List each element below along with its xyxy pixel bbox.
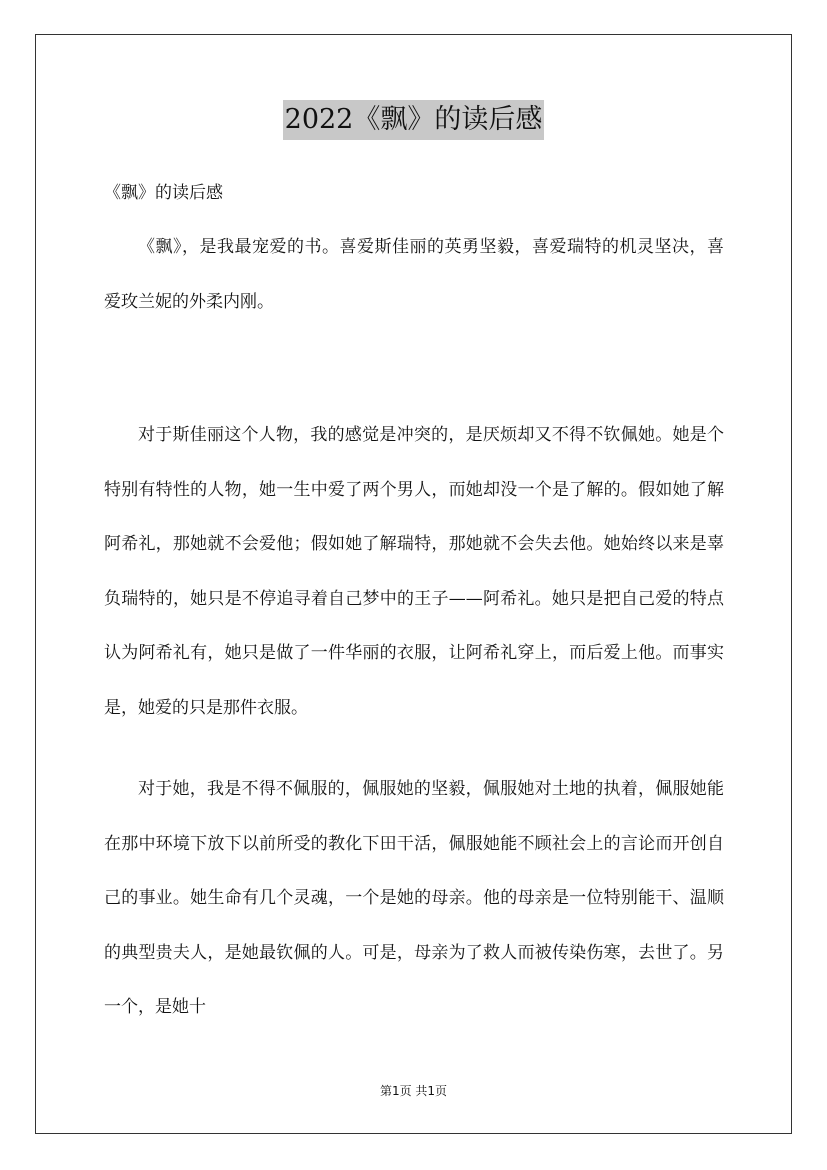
body-paragraph-2	[104, 408, 724, 735]
paragraph-text: 《飘》，是我最宠爱的书。喜爱斯佳丽的英勇坚毅，喜爱瑞特的机灵坚决，喜爱玫兰妮的外柔内刚。	[104, 237, 724, 312]
paragraph-text: 对于斯佳丽这个人物，我的感觉是冲突的，是厌烦却又不得不钦佩她。她是个特别有特性的人物，她一生中爱了两个男人，而她却没一个是了解的。假如她了解阿希礼，那她就不会爱他；假如她了解瑞特，那她就不会失去他。她始终以来是辜负瑞特的，她只是不停追寻着自己梦中的王子——阿希礼。她只是把自己爱的特点认为阿希礼有，她只是做了一件华丽的衣服，让阿希礼穿上，而后爱上他。而事实是，她爱的只是那件衣服。	[104, 425, 724, 718]
document-title: 2022《飘》的读后感	[283, 100, 545, 140]
body-paragraph-1	[104, 220, 724, 329]
title-container	[0, 100, 827, 140]
paragraph-text: 对于她，我是不得不佩服的，佩服她的坚毅，佩服她对土地的执着，佩服她能在那中环境下放下以前所受的教化下田干活，佩服她能不顾社会上的言论而开创自己的事业。她生命有几个灵魂，一个是她的母亲。他的母亲是一位特别能干、温顺的典型贵夫人，是她最钦佩的人。可是，母亲为了救人而被传染伤寒，去世了。另一个，是她十	[104, 779, 724, 1017]
document-subtitle: 《飘》的读后感	[104, 183, 223, 203]
body-paragraph-3	[104, 762, 724, 1035]
page-footer: 第1页 共1页	[379, 1084, 448, 1098]
